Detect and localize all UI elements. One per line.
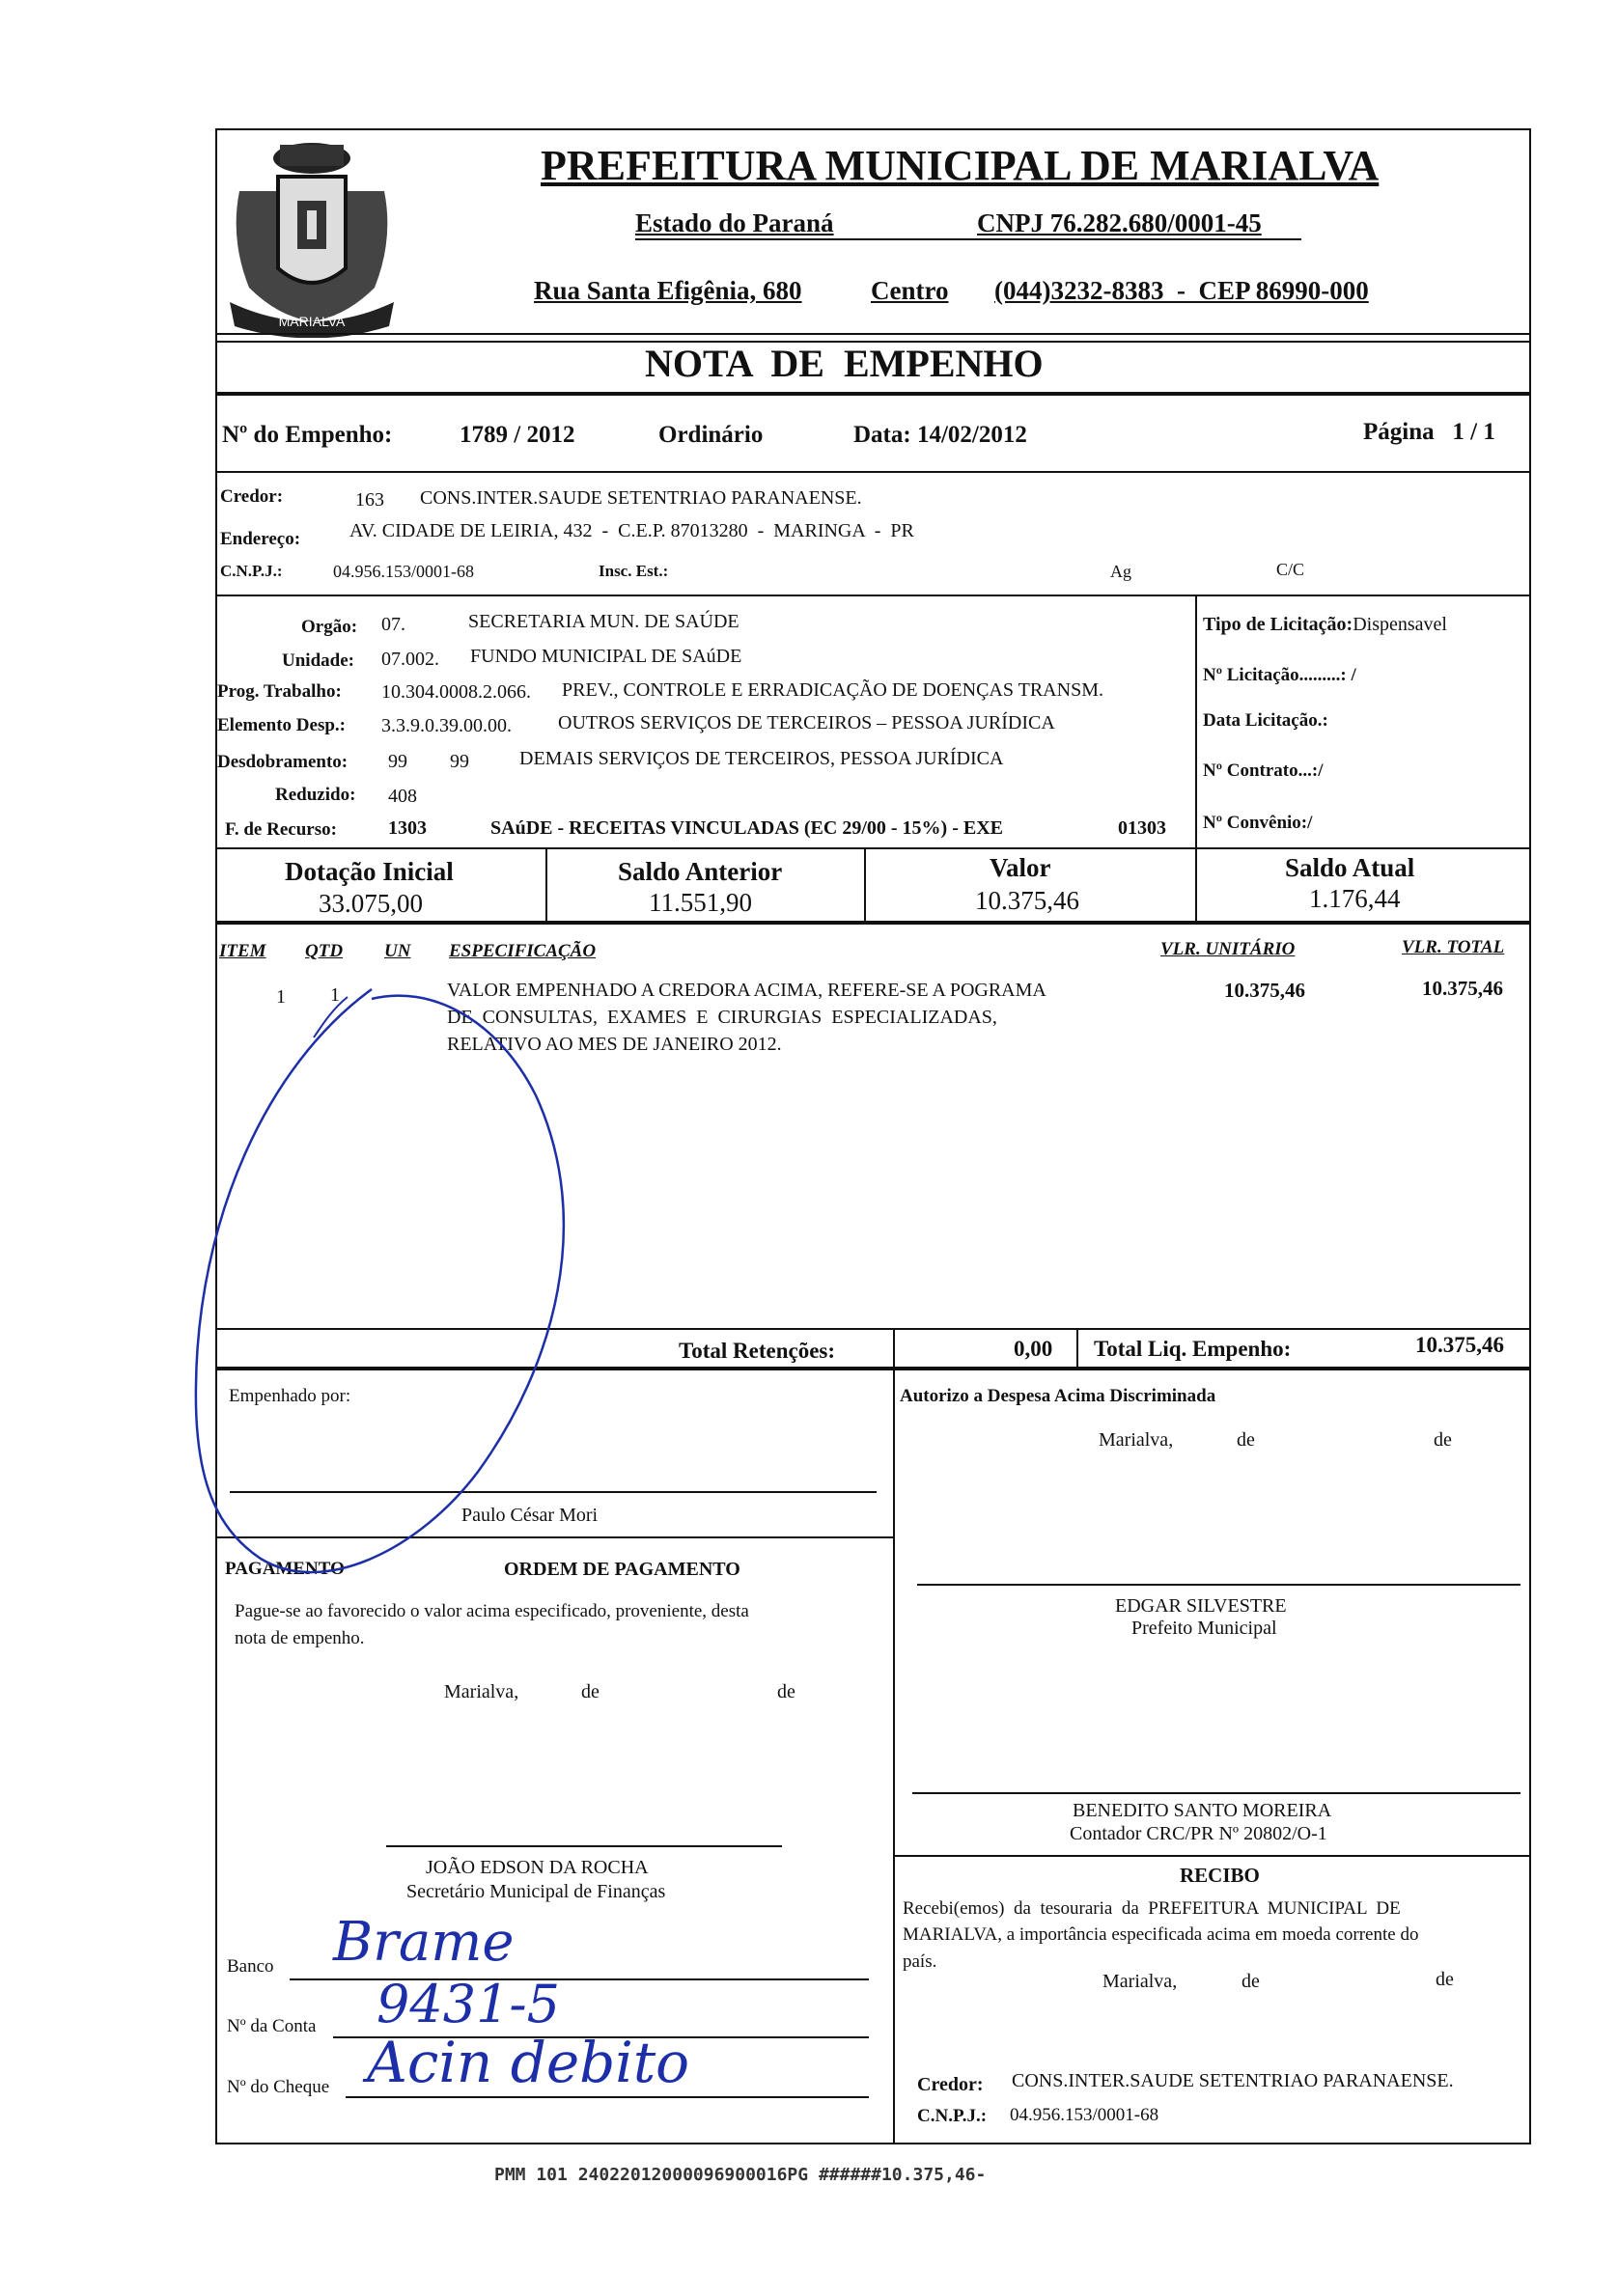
cheque-label: Nº do Cheque: [227, 2077, 330, 2097]
recurso-name: SAúDE - RECEITAS VINCULADAS (EC 29/00 - 15%) - EXE: [490, 817, 1003, 839]
item-total-value: 10.375,46: [1422, 977, 1503, 1000]
cheque-line: [346, 2096, 869, 2098]
reduzido-code: 408: [388, 786, 417, 807]
pagamento-de2: de: [777, 1681, 795, 1702]
address-label: Endereço:: [220, 529, 301, 549]
cnpj-credor-label: C.N.P.J.:: [220, 562, 283, 580]
recibo-de2: de: [1436, 1969, 1454, 1990]
lower-divider: [893, 1369, 895, 2144]
balance-divider-2: [864, 847, 866, 923]
conta-label: Nº da Conta: [227, 2016, 317, 2036]
pagamento-label: PAGAMENTO: [225, 1559, 345, 1579]
secretario-signature-line: [386, 1845, 782, 1847]
recurso-label: F. de Recurso:: [225, 819, 337, 840]
liquido-value: 10.375,46: [1415, 1333, 1504, 1357]
elemento-code: 3.3.9.0.39.00.00.: [381, 715, 512, 736]
orgao-name: SECRETARIA MUN. DE SAÚDE: [468, 611, 739, 632]
col-qtd: QTD: [305, 941, 344, 961]
unidade-code: 07.002.: [381, 649, 439, 670]
credor-address: AV. CIDADE DE LEIRIA, 432 - C.E.P. 87013280 - MARINGA - PR: [349, 520, 914, 541]
unidade-name: FUNDO MUNICIPAL DE SAúDE: [470, 646, 742, 667]
saldo-atual-value: 1.176,44: [1309, 884, 1401, 913]
document-title: NOTA DE EMPENHO: [645, 342, 1044, 385]
liquido-label: Total Liq. Empenho:: [1094, 1337, 1292, 1361]
banco-label: Banco: [227, 1956, 274, 1977]
header-underline: [635, 238, 1301, 240]
saldo-anterior-value: 11.551,90: [649, 888, 752, 917]
balance-divider-3: [1195, 847, 1197, 923]
prog-label: Prog. Trabalho:: [217, 681, 342, 702]
recibo-title: RECIBO: [1180, 1864, 1260, 1887]
orgao-code: 07.: [381, 614, 405, 635]
item-desc-line3: RELATIVO AO MES DE JANEIRO 2012.: [447, 1034, 782, 1055]
cnpj-label: CNPJ 76.282.680/0001-45: [977, 208, 1262, 237]
col-vlr-unit: VLR. UNITÁRIO: [1160, 939, 1296, 959]
pagamento-text2: nota de empenho.: [235, 1628, 365, 1648]
empenho-page: Página 1 / 1: [1363, 419, 1495, 445]
pagamento-de1: de: [581, 1681, 600, 1702]
recibo-credor-label: Credor:: [917, 2074, 984, 2095]
empenho-number: 1789 / 2012: [460, 422, 575, 448]
district-label: Centro: [871, 276, 949, 305]
reduzido-label: Reduzido:: [275, 785, 356, 805]
col-un: UN: [384, 941, 411, 961]
svg-text:MARIALVA: MARIALVA: [278, 314, 346, 329]
cc-label: C/C: [1276, 560, 1305, 579]
tipo-licitacao: [1203, 615, 1447, 634]
contador-name: BENEDITO SANTO MOREIRA: [1073, 1800, 1332, 1821]
empenho-type: Ordinário: [658, 422, 764, 448]
valor-value: 10.375,46: [975, 886, 1079, 915]
item-qtd: 1: [330, 984, 340, 1006]
unidade-label: Unidade:: [282, 650, 354, 671]
recibo-line3: país.: [903, 1951, 937, 1972]
numero-contrato: Nº Contrato...:/: [1203, 761, 1324, 781]
elemento-name: OUTROS SERVIÇOS DE TERCEIROS – PESSOA JURÍDICA: [558, 712, 1055, 733]
dotacao-label: Dotação Inicial: [285, 857, 454, 886]
saldo-anterior-label: Saldo Anterior: [618, 857, 783, 886]
recibo-credor-value: CONS.INTER.SAUDE SETENTRIAO PARANAENSE.: [1012, 2070, 1454, 2091]
desdobramento-code1: 99: [388, 751, 407, 772]
classification-divider: [1195, 595, 1197, 849]
autorizo-title: Autorizo a Despesa Acima Discriminada: [900, 1386, 1216, 1406]
pagamento-place: Marialva,: [444, 1681, 519, 1702]
item-unit-value: 10.375,46: [1224, 979, 1305, 1002]
autorizo-de2: de: [1434, 1429, 1452, 1451]
secretario-name: JOÃO EDSON DA ROCHA: [426, 1857, 649, 1878]
prog-name: PREV., CONTROLE E ERRADICAÇÃO DE DOENÇAS TRANSM.: [562, 679, 1103, 701]
cheque-value: Acin debito: [367, 2030, 690, 2095]
empenhado-label: Empenhado por:: [229, 1386, 351, 1406]
recibo-de1: de: [1241, 1971, 1260, 1992]
micr-code: PMM 101 24022012000096900016PG ######10.375,46-: [494, 2165, 987, 2185]
numero-licitacao: Nº Licitação.........: /: [1203, 665, 1356, 685]
recibo-line1: Recebi(emos) da tesouraria da PREFEITURA MUNICIPAL DE: [903, 1898, 1401, 1919]
prog-code: 10.304.0008.2.066.: [381, 681, 531, 703]
desdobramento-label: Desdobramento:: [217, 752, 349, 772]
desdobramento-code2: 99: [450, 751, 469, 772]
insc-est-label: Insc. Est.:: [599, 562, 669, 580]
item-desc-line2: DE CONSULTAS, EXAMES E CIRURGIAS ESPECIALIZADAS,: [447, 1007, 997, 1028]
secretario-role: Secretário Municipal de Finanças: [406, 1881, 666, 1902]
col-vlr-total: VLR. TOTAL: [1402, 937, 1505, 957]
tipo-licitacao-value: Dispensavel: [1353, 614, 1447, 635]
hand-drawn-circle: [188, 980, 632, 1578]
item-desc-line1: VALOR EMPENHADO A CREDORA ACIMA, REFERE-SE A POGRAMA: [447, 980, 1046, 1001]
contador-role: Contador CRC/PR Nº 20802/O-1: [1070, 1823, 1327, 1844]
col-espec: ESPECIFICAÇÃO: [449, 941, 597, 961]
elemento-label: Elemento Desp.:: [217, 715, 346, 735]
credor-label: Credor:: [220, 486, 284, 507]
credor-cnpj: 04.956.153/0001-68: [333, 562, 474, 581]
ordem-pagamento-title: ORDEM DE PAGAMENTO: [504, 1559, 740, 1580]
totals-divider-1: [893, 1328, 895, 1370]
state-label: Estado do Paraná: [635, 208, 834, 237]
credor-code: 163: [355, 489, 384, 511]
coat-of-arms-icon: [220, 133, 404, 338]
conta-value: 9431-5: [377, 1974, 561, 2034]
recibo-cnpj-label: C.N.P.J.:: [917, 2106, 988, 2126]
recibo-top-divider: [893, 1855, 1531, 1857]
totals-divider-2: [1076, 1328, 1078, 1370]
autorizo-de1: de: [1237, 1429, 1255, 1451]
autorizo-place: Marialva,: [1099, 1429, 1174, 1451]
recurso-code2: 01303: [1118, 817, 1166, 839]
col-item: ITEM: [219, 941, 266, 961]
recurso-code: 1303: [388, 817, 427, 839]
prefeito-signature-line: [917, 1584, 1520, 1586]
empenho-date: Data: 14/02/2012: [853, 422, 1027, 448]
orgao-label: Orgão:: [301, 617, 358, 637]
recibo-line2: MARIALVA, a importância especificada acima em moeda corrente do: [903, 1924, 1419, 1945]
empenho-number-label: Nº do Empenho:: [222, 422, 393, 448]
data-licitacao: Data Licitação.:: [1203, 710, 1328, 731]
prefeito-role: Prefeito Municipal: [1131, 1618, 1277, 1639]
dotacao-value: 33.075,00: [319, 889, 423, 918]
recibo-place: Marialva,: [1102, 1971, 1178, 1992]
street-label: Rua Santa Efigênia, 680: [534, 276, 802, 305]
pagamento-text1: Pague-se ao favorecido o valor acima especificado, proveniente, desta: [235, 1601, 749, 1621]
contador-signature-line: [912, 1792, 1520, 1794]
phone-cep-label: (044)3232-8383 - CEP 86990-000: [994, 276, 1369, 305]
recibo-cnpj-value: 04.956.153/0001-68: [1010, 2105, 1159, 2125]
numero-convenio: Nº Convênio:/: [1203, 813, 1313, 833]
balance-divider-1: [545, 847, 547, 923]
empenhado-name: Paulo César Mori: [461, 1505, 599, 1526]
city-hall-title: PREFEITURA MUNICIPAL DE MARIALVA: [541, 142, 1380, 189]
retencoes-value: 0,00: [1014, 1337, 1053, 1361]
item-num: 1: [276, 986, 286, 1008]
ag-label: Ag: [1110, 562, 1131, 581]
valor-label: Valor: [990, 853, 1051, 882]
credor-name: CONS.INTER.SAUDE SETENTRIAO PARANAENSE.: [420, 487, 862, 509]
prefeito-name: EDGAR SILVESTRE: [1115, 1595, 1287, 1617]
retencoes-label: Total Retenções:: [679, 1339, 836, 1363]
tipo-licitacao-label: Tipo de Licitação:: [1203, 614, 1353, 635]
banco-value: Brame: [333, 1911, 515, 1974]
desdobramento-name: DEMAIS SERVIÇOS DE TERCEIROS, PESSOA JURÍDICA: [519, 748, 1004, 769]
saldo-atual-label: Saldo Atual: [1285, 853, 1415, 882]
